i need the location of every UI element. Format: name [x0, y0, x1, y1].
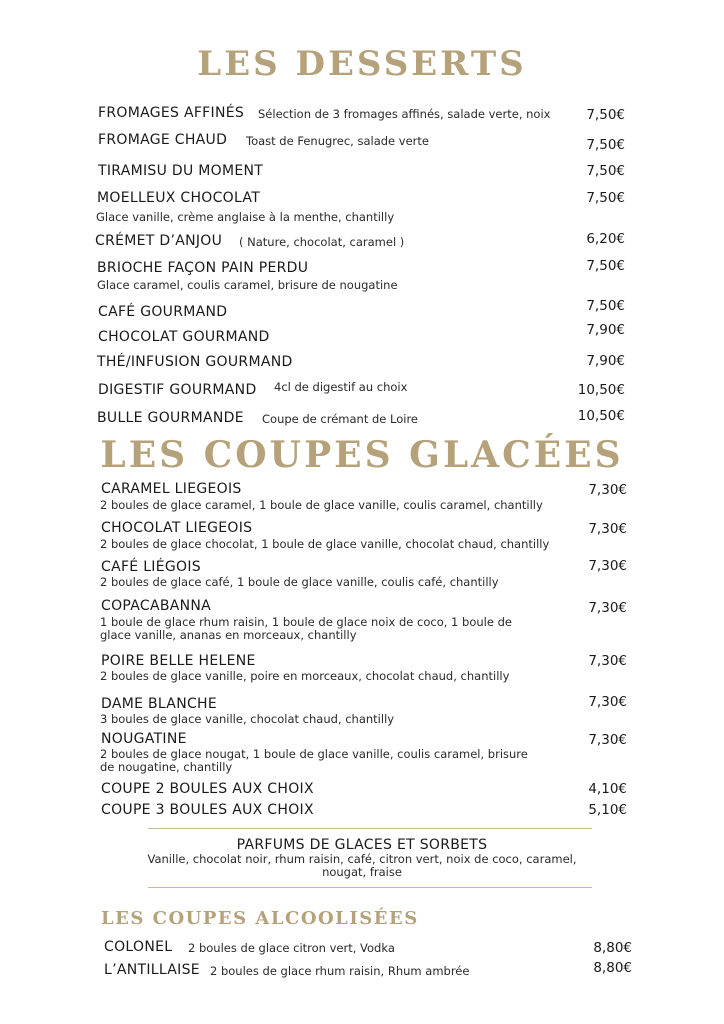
coupe-desc1-copacabanna: 1 boule de glace rhum raisin, 1 boule de glace noix de coco, 1 boule de — [100, 615, 512, 629]
item-desc-digestif-gourmand: 4cl de digestif au choix — [274, 380, 408, 394]
item-price-moelleux: 7,50€ — [586, 190, 625, 206]
item-name-chocolat-gourmand: CHOCOLAT GOURMAND — [98, 329, 270, 345]
coupe-name-2-boules: COUPE 2 BOULES AUX CHOIX — [101, 781, 314, 797]
coupe-name-nougatine: NOUGATINE — [101, 731, 187, 747]
coupe-name-copacabanna: COPACABANNA — [101, 598, 212, 614]
coupe-name-dame-blanche: DAME BLANCHE — [101, 696, 218, 712]
alcool-desc-antillaise: 2 boules de glace rhum raisin, Rhum ambrée — [210, 964, 470, 978]
coupe-desc2-copacabanna: glace vanille, ananas en morceaux, chantilly — [100, 628, 357, 642]
item-price-chocolat-gourmand: 7,90€ — [586, 322, 625, 338]
item-price-digestif-gourmand: 10,50€ — [577, 382, 625, 398]
item-name-moelleux: MOELLEUX CHOCOLAT — [97, 190, 261, 206]
alcool-price-colonel: 8,80€ — [593, 940, 632, 956]
alcool-name-antillaise: L’ANTILLAISE — [104, 962, 200, 978]
coupe-price-caramel-liegeois: 7,30€ — [588, 482, 627, 498]
coupe-desc1-nougatine: 2 boules de glace nougat, 1 boule de glace vanille, coulis caramel, brisure — [100, 747, 528, 761]
coupe-price-dame-blanche: 7,30€ — [588, 694, 627, 710]
item-name-cremet: CRÉMET D’ANJOU — [95, 233, 223, 249]
item-name-the-gourmand: THÉ/INFUSION GOURMAND — [97, 354, 293, 370]
item-price-the-gourmand: 7,90€ — [586, 353, 625, 369]
item-desc-fromages-affines: Sélection de 3 fromages affinés, salade verte, noix — [258, 107, 551, 121]
item-name-tiramisu: TIRAMISU DU MOMENT — [98, 163, 264, 179]
coupes-title: LES COUPES GLACÉES — [100, 434, 624, 476]
desserts-title: LES DESSERTS — [197, 44, 527, 84]
coupe-desc-cafe-liegois: 2 boules de glace café, 1 boule de glace vanille, coulis café, chantilly — [100, 575, 499, 589]
coupe-price-cafe-liegois: 7,30€ — [588, 558, 627, 574]
coupe-name-caramel-liegeois: CARAMEL LIEGEOIS — [101, 481, 242, 497]
item-desc-cremet: ( Nature, chocolat, caramel ) — [239, 235, 405, 249]
item-price-fromage-chaud: 7,50€ — [586, 137, 625, 153]
coupe-price-poire-belle-helene: 7,30€ — [588, 653, 627, 669]
item-price-bulle-gourmande: 10,50€ — [577, 408, 625, 424]
item-price-fromages-affines: 7,50€ — [586, 107, 625, 123]
coupe-name-cafe-liegois: CAFÉ LIÉGOIS — [101, 559, 201, 575]
item-name-cafe-gourmand: CAFÉ GOURMAND — [98, 304, 228, 320]
coupe-price-2-boules: 4,10€ — [588, 781, 627, 797]
coupe-name-3-boules: COUPE 3 BOULES AUX CHOIX — [101, 802, 314, 818]
alcool-name-colonel: COLONEL — [104, 939, 173, 955]
item-price-brioche: 7,50€ — [586, 258, 625, 274]
coupe-name-poire-belle-helene: POIRE BELLE HELENE — [101, 653, 256, 669]
item-price-cremet: 6,20€ — [586, 231, 625, 247]
item-desc-brioche: Glace caramel, coulis caramel, brisure de nougatine — [97, 278, 398, 292]
divider-top — [148, 828, 592, 829]
alcool-desc-colonel: 2 boules de glace citron vert, Vodka — [188, 941, 395, 955]
coupe-price-chocolat-liegeois: 7,30€ — [588, 521, 627, 537]
item-name-bulle-gourmande: BULLE GOURMANDE — [97, 410, 244, 426]
coupe-name-chocolat-liegeois: CHOCOLAT LIEGEOIS — [101, 520, 253, 536]
coupe-price-nougatine: 7,30€ — [588, 732, 627, 748]
item-desc-fromage-chaud: Toast de Fenugrec, salade verte — [246, 134, 429, 148]
coupe-desc2-nougatine: de nougatine, chantilly — [100, 760, 233, 774]
item-price-cafe-gourmand: 7,50€ — [586, 298, 625, 314]
coupe-desc-poire-belle-helene: 2 boules de glace vanille, poire en morceaux, chocolat chaud, chantilly — [100, 669, 510, 683]
parfums-line2: nougat, fraise — [322, 865, 402, 879]
coupe-desc-dame-blanche: 3 boules de glace vanille, chocolat chaud, chantilly — [100, 712, 395, 726]
item-name-fromages-affines: FROMAGES AFFINÉS — [98, 105, 245, 121]
divider-bottom — [148, 887, 592, 888]
coupe-price-3-boules: 5,10€ — [588, 802, 627, 818]
parfums-line1: Vanille, chocolat noir, rhum raisin, café, citron vert, noix de coco, caramel, — [147, 852, 577, 866]
item-desc-moelleux: Glace vanille, crème anglaise à la menthe, chantilly — [96, 210, 395, 224]
item-name-brioche: BRIOCHE FAÇON PAIN PERDU — [97, 260, 309, 276]
item-name-digestif-gourmand: DIGESTIF GOURMAND — [98, 382, 257, 398]
alcool-price-antillaise: 8,80€ — [593, 960, 632, 976]
parfums-title: PARFUMS DE GLACES ET SORBETS — [236, 837, 488, 853]
alcool-title: LES COUPES ALCOOLISÉES — [101, 908, 419, 929]
coupe-desc-caramel-liegeois: 2 boules de glace caramel, 1 boule de glace vanille, coulis caramel, chantilly — [100, 498, 543, 512]
item-desc-bulle-gourmande: Coupe de crémant de Loire — [262, 412, 419, 426]
coupe-price-copacabanna: 7,30€ — [588, 600, 627, 616]
item-price-tiramisu: 7,50€ — [586, 163, 625, 179]
item-name-fromage-chaud: FROMAGE CHAUD — [98, 132, 228, 148]
coupe-desc-chocolat-liegeois: 2 boules de glace chocolat, 1 boule de glace vanille, chocolat chaud, chantilly — [100, 537, 550, 551]
